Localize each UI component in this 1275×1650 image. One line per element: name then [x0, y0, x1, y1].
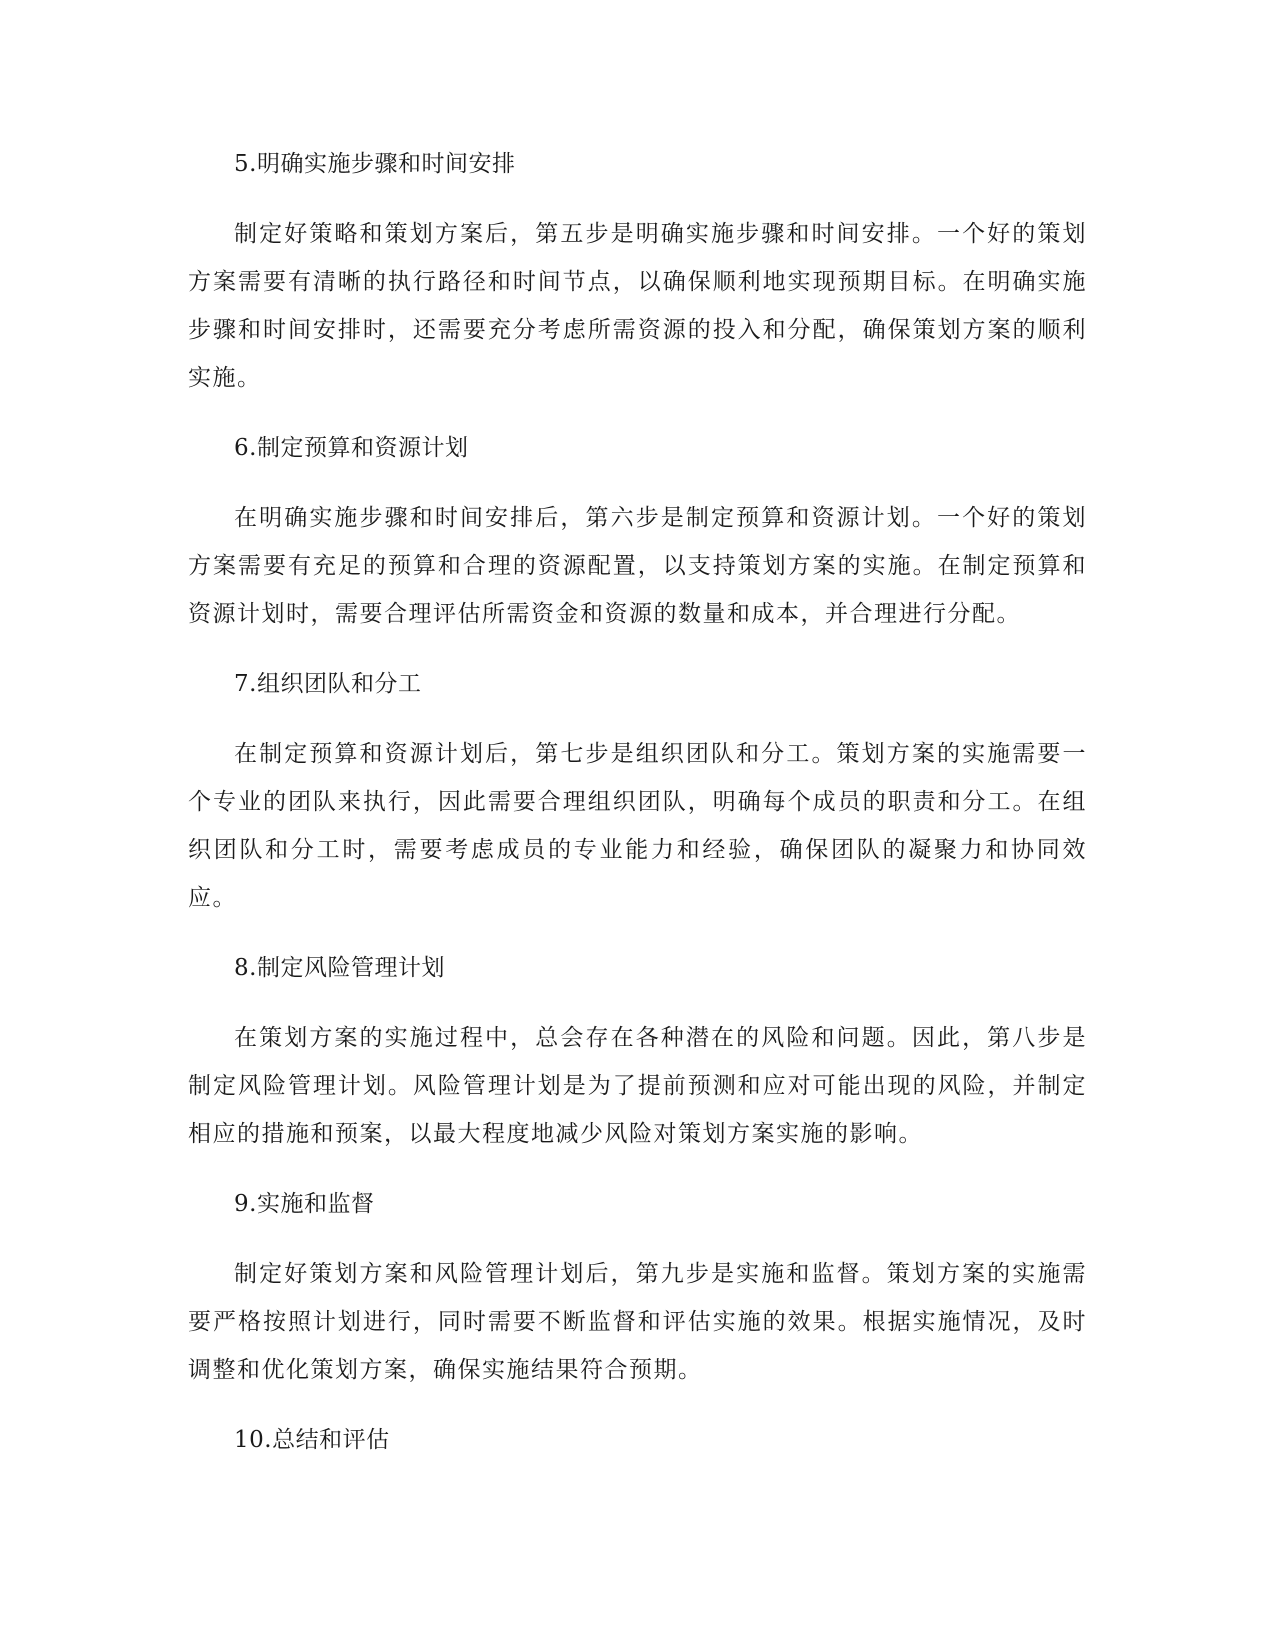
section-body-8: 在策划方案的实施过程中，总会存在各种潜在的风险和问题。因此，第八步是制定风险管理计划。风险管理计划是为了提前预测和应对可能出现的风险，并制定相应的措施和预案，以最大程度地减少风险对策划方案实施的影响。: [188, 1025, 1087, 1147]
section-body-7: 在制定预算和资源计划后，第七步是组织团队和分工。策划方案的实施需要一个专业的团队来执行，因此需要合理组织团队，明确每个成员的职责和分工。在组织团队和分工时，需要考虑成员的专业能力和经验，确保团队的凝聚力和协同效应。: [188, 741, 1087, 911]
section-body-5: 制定好策略和策划方案后，第五步是明确实施步骤和时间安排。一个好的策划方案需要有清晰的执行路径和时间节点，以确保顺利地实现预期目标。在明确实施步骤和时间安排时，还需要充分考虑所需资源的投入和分配，确保策划方案的顺利实施。: [188, 221, 1087, 391]
section-heading-9: 9.实施和监督: [234, 1191, 375, 1217]
section-heading-7: 7.组织团队和分工: [234, 671, 422, 697]
section-heading-10: 10.总结和评估: [234, 1427, 390, 1453]
section-heading-5: 5.明确实施步骤和时间安排: [234, 151, 516, 177]
section-heading-6: 6.制定预算和资源计划: [234, 435, 469, 461]
section-body-6: 在明确实施步骤和时间安排后，第六步是制定预算和资源计划。一个好的策划方案需要有充足的预算和合理的资源配置，以支持策划方案的实施。在制定预算和资源计划时，需要合理评估所需资金和资源的数量和成本，并合理进行分配。: [188, 505, 1087, 627]
section-heading-8: 8.制定风险管理计划: [234, 955, 445, 981]
document-page: [188, 140, 1087, 1486]
section-body-9: 制定好策划方案和风险管理计划后，第九步是实施和监督。策划方案的实施需要严格按照计划进行，同时需要不断监督和评估实施的效果。根据实施情况，及时调整和优化策划方案，确保实施结果符合预期。: [188, 1261, 1087, 1383]
